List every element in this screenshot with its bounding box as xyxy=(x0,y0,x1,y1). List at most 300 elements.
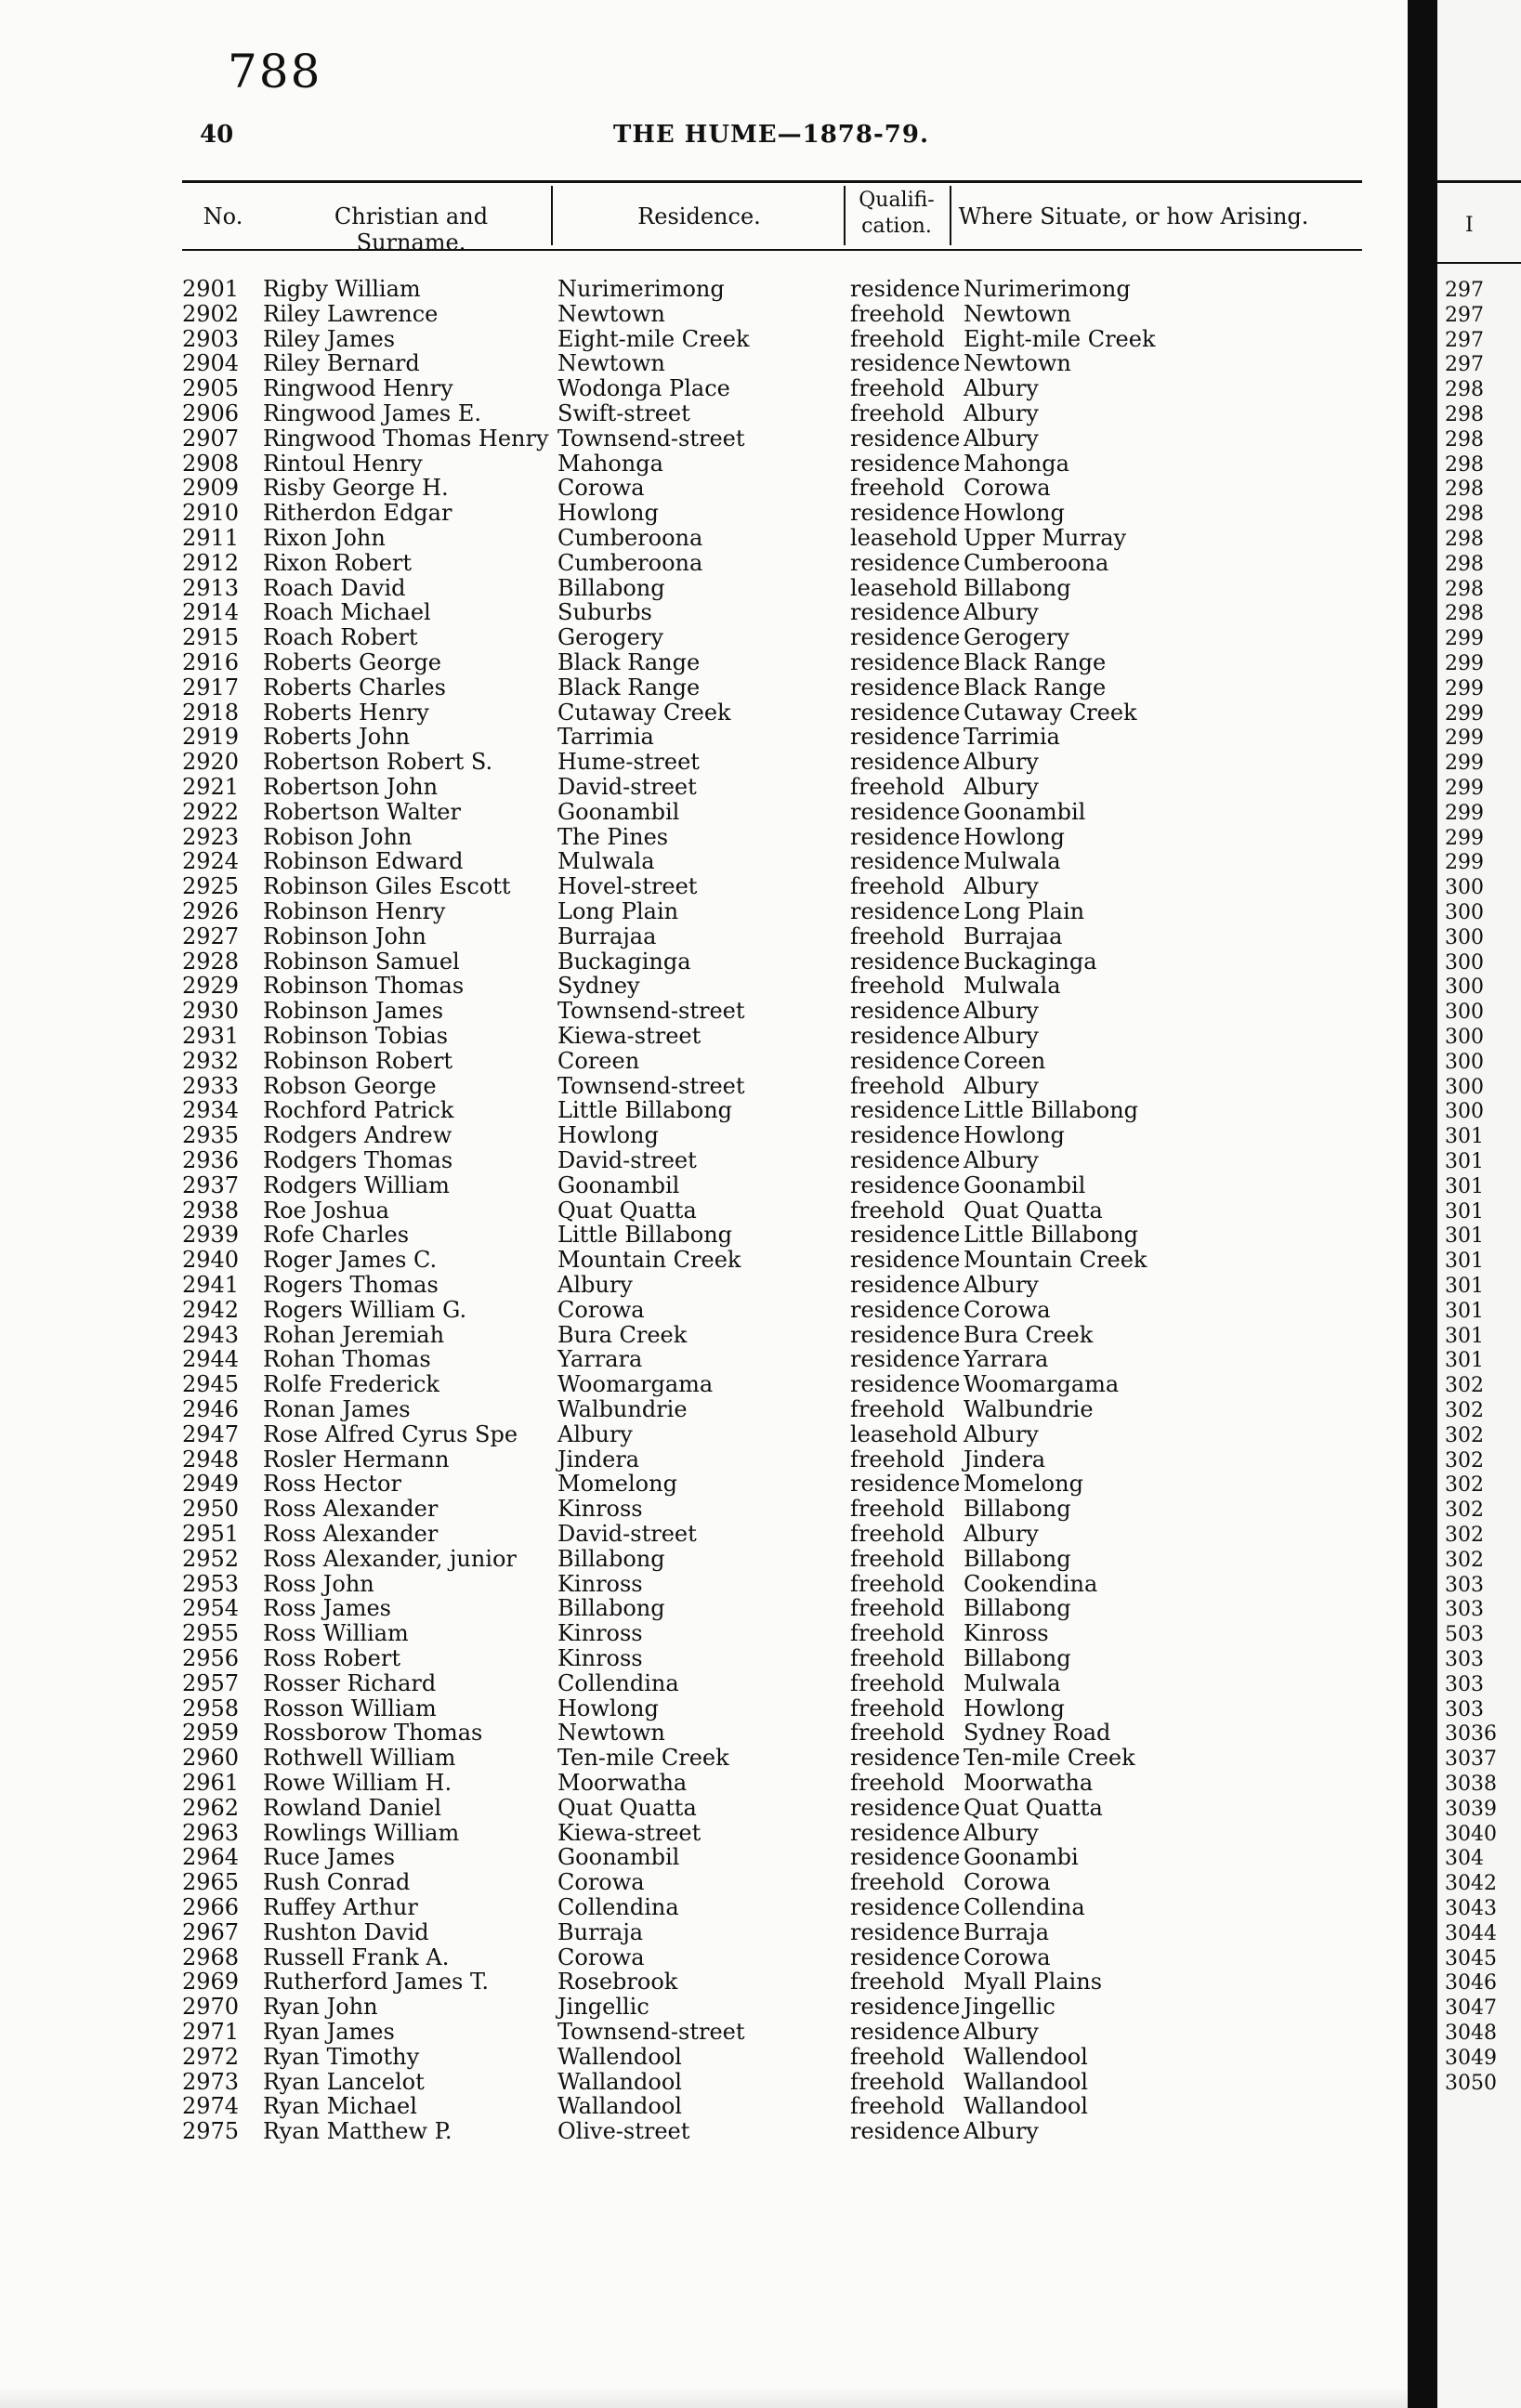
entry-qualification: leasehold xyxy=(850,574,958,601)
entry-qualification: residence xyxy=(850,1023,961,1049)
next-page-number: 298 xyxy=(1445,528,1484,551)
next-page-number: 298 xyxy=(1445,602,1484,626)
entry-qualification: residence xyxy=(850,1047,961,1074)
table-row xyxy=(0,1049,1408,1073)
entry-number: 2916 xyxy=(182,649,240,675)
entry-number: 2959 xyxy=(182,1720,240,1747)
table-row xyxy=(0,1148,1408,1172)
entry-number: 2929 xyxy=(182,973,240,1000)
entry-name: Ross John xyxy=(263,1570,374,1597)
next-page-number: 299 xyxy=(1445,652,1484,675)
entry-where-situate: Long Plain xyxy=(964,898,1085,924)
entry-number: 2946 xyxy=(182,1396,240,1422)
table-row xyxy=(0,501,1408,525)
table-row xyxy=(0,1298,1408,1322)
entry-where-situate: Newtown xyxy=(964,300,1071,327)
entry-name: Robinson Robert xyxy=(263,1047,453,1074)
table-row xyxy=(0,1621,1408,1645)
entry-where-situate: Albury xyxy=(964,1272,1039,1298)
entry-residence: Bura Creek xyxy=(557,1321,688,1348)
entry-where-situate: Albury xyxy=(964,873,1039,900)
entry-name: Rixon John xyxy=(263,525,386,551)
next-page-number: 299 xyxy=(1445,676,1484,700)
entry-qualification: freehold xyxy=(850,873,945,900)
entry-number: 2943 xyxy=(182,1321,240,1348)
entry-residence: Walbundrie xyxy=(557,1396,688,1422)
table-row xyxy=(0,1347,1408,1371)
entry-number: 2969 xyxy=(182,1969,240,1996)
entry-where-situate: Moorwatha xyxy=(964,1770,1094,1796)
entry-where-situate: Ten-mile Creek xyxy=(964,1745,1135,1772)
next-page-number: 300 xyxy=(1445,901,1484,924)
entry-where-situate: Billabong xyxy=(964,1496,1071,1523)
entry-residence: Quat Quatta xyxy=(557,1197,697,1224)
next-page-number: 302 xyxy=(1445,1473,1484,1498)
table-row xyxy=(0,2094,1408,2118)
entry-number: 2907 xyxy=(182,425,240,452)
entry-where-situate: Newtown xyxy=(964,350,1071,377)
entry-name: Robertson John xyxy=(263,774,439,800)
entry-residence: David-street xyxy=(557,1521,697,1547)
table-row xyxy=(0,1248,1408,1272)
entry-name: Ritherdon Edgar xyxy=(263,500,452,527)
next-page-number: 302 xyxy=(1445,1399,1484,1422)
entry-name: Ruffey Arthur xyxy=(263,1894,418,1920)
entry-qualification: freehold xyxy=(850,1446,945,1472)
entry-where-situate: Little Billabong xyxy=(964,1097,1139,1124)
table-row xyxy=(0,1447,1408,1472)
entry-residence: Corowa xyxy=(557,475,645,502)
entry-where-situate: Sydney Road xyxy=(964,1720,1111,1747)
entry-qualification: residence xyxy=(850,2118,961,2145)
running-title: THE HUME—1878-79. xyxy=(613,121,930,149)
entry-number: 2958 xyxy=(182,1695,240,1721)
table-row xyxy=(0,401,1408,425)
entry-qualification: freehold xyxy=(850,1545,945,1572)
entry-qualification: residence xyxy=(850,1943,961,1970)
next-page-number: 301 xyxy=(1445,1324,1484,1348)
table-row xyxy=(0,650,1408,674)
entry-qualification: freehold xyxy=(850,1072,945,1099)
entry-residence: Townsend-street xyxy=(557,1072,745,1099)
entry-residence: Olive-street xyxy=(557,2118,690,2145)
entry-residence: Goonambil xyxy=(557,1844,680,1871)
entry-residence: Burrajaa xyxy=(557,923,657,949)
entry-qualification: residence xyxy=(850,1147,961,1173)
next-page-number: 302 xyxy=(1445,1524,1484,1547)
table-row xyxy=(0,1721,1408,1745)
next-page-number: 3050 xyxy=(1445,2071,1497,2095)
entry-qualification: residence xyxy=(850,2019,961,2045)
entry-residence: Mahonga xyxy=(557,450,663,477)
entry-name: Rushton David xyxy=(263,1918,429,1945)
entry-where-situate: Burraja xyxy=(964,1918,1050,1945)
entry-qualification: freehold xyxy=(850,1570,945,1597)
next-page-number: 298 xyxy=(1445,552,1484,576)
entry-number: 2944 xyxy=(182,1346,240,1373)
entry-name: Ryan Matthew P. xyxy=(263,2118,452,2145)
entry-number: 2911 xyxy=(182,525,240,551)
entry-qualification: freehold xyxy=(850,1645,945,1671)
entry-number: 2972 xyxy=(182,2043,240,2070)
entry-name: Robertson Walter xyxy=(263,798,461,825)
entry-name: Roach Michael xyxy=(263,599,431,626)
book-gutter xyxy=(1408,0,1437,2408)
entry-name: Robinson James xyxy=(263,998,444,1025)
table-row xyxy=(0,1123,1408,1147)
entry-where-situate: Momelong xyxy=(964,1471,1083,1498)
entry-residence: Kiewa-street xyxy=(557,1023,701,1049)
entry-residence: Wallandool xyxy=(557,2068,682,2095)
next-page-number: 301 xyxy=(1445,1299,1484,1323)
entry-where-situate: Black Range xyxy=(964,649,1107,675)
entry-qualification: freehold xyxy=(850,1720,945,1747)
entry-where-situate: Billabong xyxy=(964,1545,1071,1572)
next-page-number: 303 xyxy=(1445,1598,1484,1622)
entry-where-situate: Eight-mile Creek xyxy=(964,325,1156,352)
entry-number: 2962 xyxy=(182,1794,240,1821)
entry-name: Robinson Edward xyxy=(263,848,464,875)
next-page-number: 301 xyxy=(1445,1224,1484,1249)
entry-number: 2913 xyxy=(182,574,240,601)
entry-qualification: residence xyxy=(850,1272,961,1298)
table-row xyxy=(0,775,1408,799)
entry-qualification: freehold xyxy=(850,475,945,502)
entry-number: 2945 xyxy=(182,1371,240,1398)
next-page-number: 299 xyxy=(1445,851,1484,875)
entry-number: 2937 xyxy=(182,1171,240,1198)
entry-name: Rolfe Frederick xyxy=(263,1371,439,1398)
entry-number: 2970 xyxy=(182,1994,240,2021)
entry-qualification: residence xyxy=(850,1794,961,1821)
entry-residence: Sydney xyxy=(557,973,640,1000)
table-row xyxy=(0,1895,1408,1919)
entry-qualification: residence xyxy=(850,998,961,1025)
next-page-number: 301 xyxy=(1445,1349,1484,1373)
table-row xyxy=(0,974,1408,998)
entry-number: 2973 xyxy=(182,2068,240,2095)
next-page-number: 3045 xyxy=(1445,1946,1497,1970)
entry-where-situate: Gerogery xyxy=(964,624,1069,651)
entry-number: 2936 xyxy=(182,1147,240,1173)
entry-residence: Newtown xyxy=(557,350,665,377)
entry-residence: Cumberoona xyxy=(557,525,703,551)
entry-where-situate: Albury xyxy=(964,2118,1039,2145)
table-row xyxy=(0,1771,1408,1795)
entry-where-situate: Billabong xyxy=(964,1595,1071,1622)
entry-where-situate: Corowa xyxy=(964,1869,1051,1896)
table-row xyxy=(0,999,1408,1023)
table-row xyxy=(0,476,1408,500)
entry-number: 2905 xyxy=(182,375,240,402)
entry-name: Rowlings William xyxy=(263,1819,460,1846)
entry-number: 2906 xyxy=(182,400,240,426)
entry-name: Rosler Hermann xyxy=(263,1446,450,1472)
next-page-number: 298 xyxy=(1445,478,1484,502)
entry-residence: Moorwatha xyxy=(557,1770,688,1796)
table-row xyxy=(0,1074,1408,1098)
next-page-number: 300 xyxy=(1445,1050,1484,1074)
entry-residence: David-street xyxy=(557,774,697,800)
table-row xyxy=(0,551,1408,575)
entry-qualification: residence xyxy=(850,599,961,626)
entry-residence: Jingellic xyxy=(557,1994,649,2021)
table-row xyxy=(0,949,1408,974)
entry-name: Rowland Daniel xyxy=(263,1794,442,1821)
entry-name: Roberts John xyxy=(263,724,411,751)
entry-where-situate: Corowa xyxy=(964,1943,1051,1970)
table-row xyxy=(0,625,1408,649)
entry-where-situate: Albury xyxy=(964,1420,1039,1447)
entry-where-situate: Cumberoona xyxy=(964,549,1109,576)
entry-number: 2966 xyxy=(182,1894,240,1920)
entry-qualification: residence xyxy=(850,1097,961,1124)
entry-qualification: residence xyxy=(850,1171,961,1198)
entry-qualification: residence xyxy=(850,276,961,302)
next-page-number: 297 xyxy=(1445,353,1484,377)
entry-where-situate: Upper Murray xyxy=(964,525,1127,551)
entry-qualification: residence xyxy=(850,450,961,477)
entry-residence: Buckaginga xyxy=(557,948,691,975)
entry-qualification: freehold xyxy=(850,1869,945,1896)
entry-qualification: freehold xyxy=(850,1197,945,1224)
entry-where-situate: Burrajaa xyxy=(964,923,1063,949)
entry-number: 2939 xyxy=(182,1222,240,1249)
next-page-number: 3038 xyxy=(1445,1773,1497,1796)
entry-where-situate: Howlong xyxy=(964,823,1065,850)
folio-number: 788 xyxy=(228,45,322,98)
next-page-number: 302 xyxy=(1445,1498,1484,1523)
entry-name: Robinson John xyxy=(263,923,426,949)
entry-number: 2963 xyxy=(182,1819,240,1846)
entry-where-situate: Black Range xyxy=(964,674,1107,700)
entry-name: Ringwood Henry xyxy=(263,375,453,402)
entry-where-situate: Goonambi xyxy=(964,1844,1079,1871)
entry-where-situate: Albury xyxy=(964,998,1039,1025)
table-row xyxy=(0,1920,1408,1944)
entry-number: 2919 xyxy=(182,724,240,751)
entry-where-situate: Albury xyxy=(964,599,1039,626)
column-header-name: Christian and Surname. xyxy=(334,203,489,255)
next-page-number: 302 xyxy=(1445,1548,1484,1572)
table-row xyxy=(0,1497,1408,1521)
entry-number: 2933 xyxy=(182,1072,240,1099)
table-row xyxy=(0,1173,1408,1197)
entry-qualification: freehold xyxy=(850,300,945,327)
entry-where-situate: Woomargama xyxy=(964,1371,1120,1398)
entry-where-situate: Walbundrie xyxy=(964,1396,1094,1422)
entry-qualification: residence xyxy=(850,898,961,924)
entry-number: 2942 xyxy=(182,1296,240,1323)
entry-residence: Coreen xyxy=(557,1047,640,1074)
entry-residence: Kinross xyxy=(557,1645,643,1671)
entry-residence: Hume-street xyxy=(557,749,700,776)
next-page-number: 298 xyxy=(1445,452,1484,477)
entry-qualification: freehold xyxy=(850,2068,945,2095)
entry-name: Ringwood Thomas Henry xyxy=(263,425,549,452)
entry-qualification: residence xyxy=(850,624,961,651)
entry-residence: Howlong xyxy=(557,500,659,527)
next-page-number: 300 xyxy=(1445,1100,1484,1124)
entry-where-situate: Kinross xyxy=(964,1620,1049,1647)
next-page-number: 299 xyxy=(1445,701,1484,726)
page-number: 40 xyxy=(200,121,234,149)
entry-where-situate: Goonambil xyxy=(964,798,1086,825)
next-page-number: 301 xyxy=(1445,1250,1484,1274)
entry-qualification: freehold xyxy=(850,1969,945,1996)
entry-residence: Nurimerimong xyxy=(557,276,725,302)
entry-qualification: freehold xyxy=(850,1521,945,1547)
entry-name: Robinson Tobias xyxy=(263,1023,449,1049)
entry-number: 2956 xyxy=(182,1645,240,1671)
entry-where-situate: Myall Plains xyxy=(964,1969,1103,1996)
entry-number: 2932 xyxy=(182,1047,240,1074)
entry-residence: Little Billabong xyxy=(557,1222,733,1249)
entry-number: 2935 xyxy=(182,1122,240,1149)
entry-name: Rogers William G. xyxy=(263,1296,467,1323)
entry-where-situate: Billabong xyxy=(964,574,1071,601)
entry-qualification: freehold xyxy=(850,1669,945,1696)
entry-number: 2926 xyxy=(182,898,240,924)
entry-where-situate: Jingellic xyxy=(964,1994,1056,2021)
table-row xyxy=(0,1596,1408,1620)
entry-where-situate: Buckaginga xyxy=(964,948,1097,975)
next-page-number: 300 xyxy=(1445,950,1484,975)
entry-number: 2923 xyxy=(182,823,240,850)
entry-residence: Black Range xyxy=(557,674,701,700)
entry-number: 2940 xyxy=(182,1247,240,1274)
next-page-number: 300 xyxy=(1445,1001,1484,1025)
entry-where-situate: Little Billabong xyxy=(964,1222,1139,1249)
next-page-number: 299 xyxy=(1445,826,1484,850)
entry-number: 2967 xyxy=(182,1918,240,1945)
table-row xyxy=(0,426,1408,451)
entry-qualification: freehold xyxy=(850,973,945,1000)
entry-qualification: residence xyxy=(850,798,961,825)
entry-qualification: residence xyxy=(850,1222,961,1249)
entry-residence: Townsend-street xyxy=(557,425,745,452)
table-row xyxy=(0,1995,1408,2019)
entry-residence: Howlong xyxy=(557,1695,659,1721)
next-page-number: 3047 xyxy=(1445,1996,1497,2021)
entry-name: Ryan Lancelot xyxy=(263,2068,425,2095)
entry-name: Rigby William xyxy=(263,276,421,302)
entry-qualification: leasehold xyxy=(850,525,958,551)
next-page-number: 3049 xyxy=(1445,2046,1497,2070)
entry-where-situate: Howlong xyxy=(964,500,1065,527)
table-row xyxy=(0,1372,1408,1396)
entry-where-situate: Jindera xyxy=(964,1446,1046,1472)
entry-qualification: residence xyxy=(850,1247,961,1274)
table-row xyxy=(0,1821,1408,1845)
entry-where-situate: Billabong xyxy=(964,1645,1071,1671)
table-row xyxy=(0,1522,1408,1546)
entry-number: 2964 xyxy=(182,1844,240,1871)
entry-where-situate: Corowa xyxy=(964,1296,1051,1323)
entry-residence: Eight-mile Creek xyxy=(557,325,750,352)
next-page-number: 304 xyxy=(1445,1847,1484,1871)
entry-where-situate: Goonambil xyxy=(964,1171,1086,1198)
entry-number: 2948 xyxy=(182,1446,240,1472)
table-row xyxy=(0,849,1408,873)
entry-where-situate: Albury xyxy=(964,1147,1039,1173)
column-header-no: No. xyxy=(203,203,243,229)
next-page-header-letter: I xyxy=(1465,214,1474,237)
next-page-number: 301 xyxy=(1445,1275,1484,1298)
entry-number: 2921 xyxy=(182,774,240,800)
entry-number: 2934 xyxy=(182,1097,240,1124)
entry-number: 2927 xyxy=(182,923,240,949)
entry-residence: Little Billabong xyxy=(557,1097,733,1124)
entry-where-situate: Albury xyxy=(964,400,1039,426)
table-row xyxy=(0,924,1408,949)
entry-where-situate: Nurimerimong xyxy=(964,276,1131,302)
next-page-number: 300 xyxy=(1445,975,1484,1000)
next-page-number: 303 xyxy=(1445,1672,1484,1696)
table-row xyxy=(0,1970,1408,1994)
next-page-header-rule xyxy=(1437,180,1521,183)
table-row xyxy=(0,725,1408,749)
entry-where-situate: Quat Quatta xyxy=(964,1794,1103,1821)
entry-residence: Kinross xyxy=(557,1620,643,1647)
table-row xyxy=(0,2020,1408,2044)
entry-name: Riley James xyxy=(263,325,396,352)
next-page-number: 3044 xyxy=(1445,1921,1497,1945)
table-row xyxy=(0,1870,1408,1894)
entry-residence: Wodonga Place xyxy=(557,375,730,402)
next-page-number: 303 xyxy=(1445,1648,1484,1671)
entry-where-situate: Tarrimia xyxy=(964,724,1060,751)
entry-residence: Collendina xyxy=(557,1669,679,1696)
table-row xyxy=(0,874,1408,898)
entry-qualification: freehold xyxy=(850,325,945,352)
entry-residence: Kinross xyxy=(557,1496,643,1523)
entry-name: Ross Alexander, junior xyxy=(263,1545,517,1572)
entry-number: 2903 xyxy=(182,325,240,352)
entry-residence: Howlong xyxy=(557,1122,659,1149)
next-page-number: 3040 xyxy=(1445,1822,1497,1846)
entry-residence: Townsend-street xyxy=(557,2019,745,2045)
next-page-number: 300 xyxy=(1445,1075,1484,1099)
column-divider xyxy=(844,186,846,245)
entry-number: 2947 xyxy=(182,1420,240,1447)
table-row xyxy=(0,376,1408,400)
entry-where-situate: Cookendina xyxy=(964,1570,1098,1597)
entry-number: 2965 xyxy=(182,1869,240,1896)
next-page-number: 298 xyxy=(1445,403,1484,426)
entry-name: Ryan James xyxy=(263,2019,395,2045)
next-page-header-rule xyxy=(1437,262,1521,264)
entry-qualification: residence xyxy=(850,350,961,377)
next-page-number: 299 xyxy=(1445,801,1484,825)
entry-residence: Billabong xyxy=(557,574,665,601)
entry-where-situate: Howlong xyxy=(964,1122,1065,1149)
entry-name: Rogers Thomas xyxy=(263,1272,439,1298)
entry-where-situate: Wallendool xyxy=(964,2043,1088,2070)
entry-number: 2930 xyxy=(182,998,240,1025)
entry-number: 2961 xyxy=(182,1770,240,1796)
entry-number: 2918 xyxy=(182,699,240,726)
next-page-number: 302 xyxy=(1445,1374,1484,1398)
entry-number: 2904 xyxy=(182,350,240,377)
entry-name: Robinson Henry xyxy=(263,898,446,924)
entry-where-situate: Bura Creek xyxy=(964,1321,1094,1348)
entry-number: 2925 xyxy=(182,873,240,900)
entry-qualification: residence xyxy=(850,1844,961,1871)
table-row xyxy=(0,1472,1408,1496)
next-page-fragment xyxy=(1437,0,1521,2408)
entry-qualification: residence xyxy=(850,500,961,527)
